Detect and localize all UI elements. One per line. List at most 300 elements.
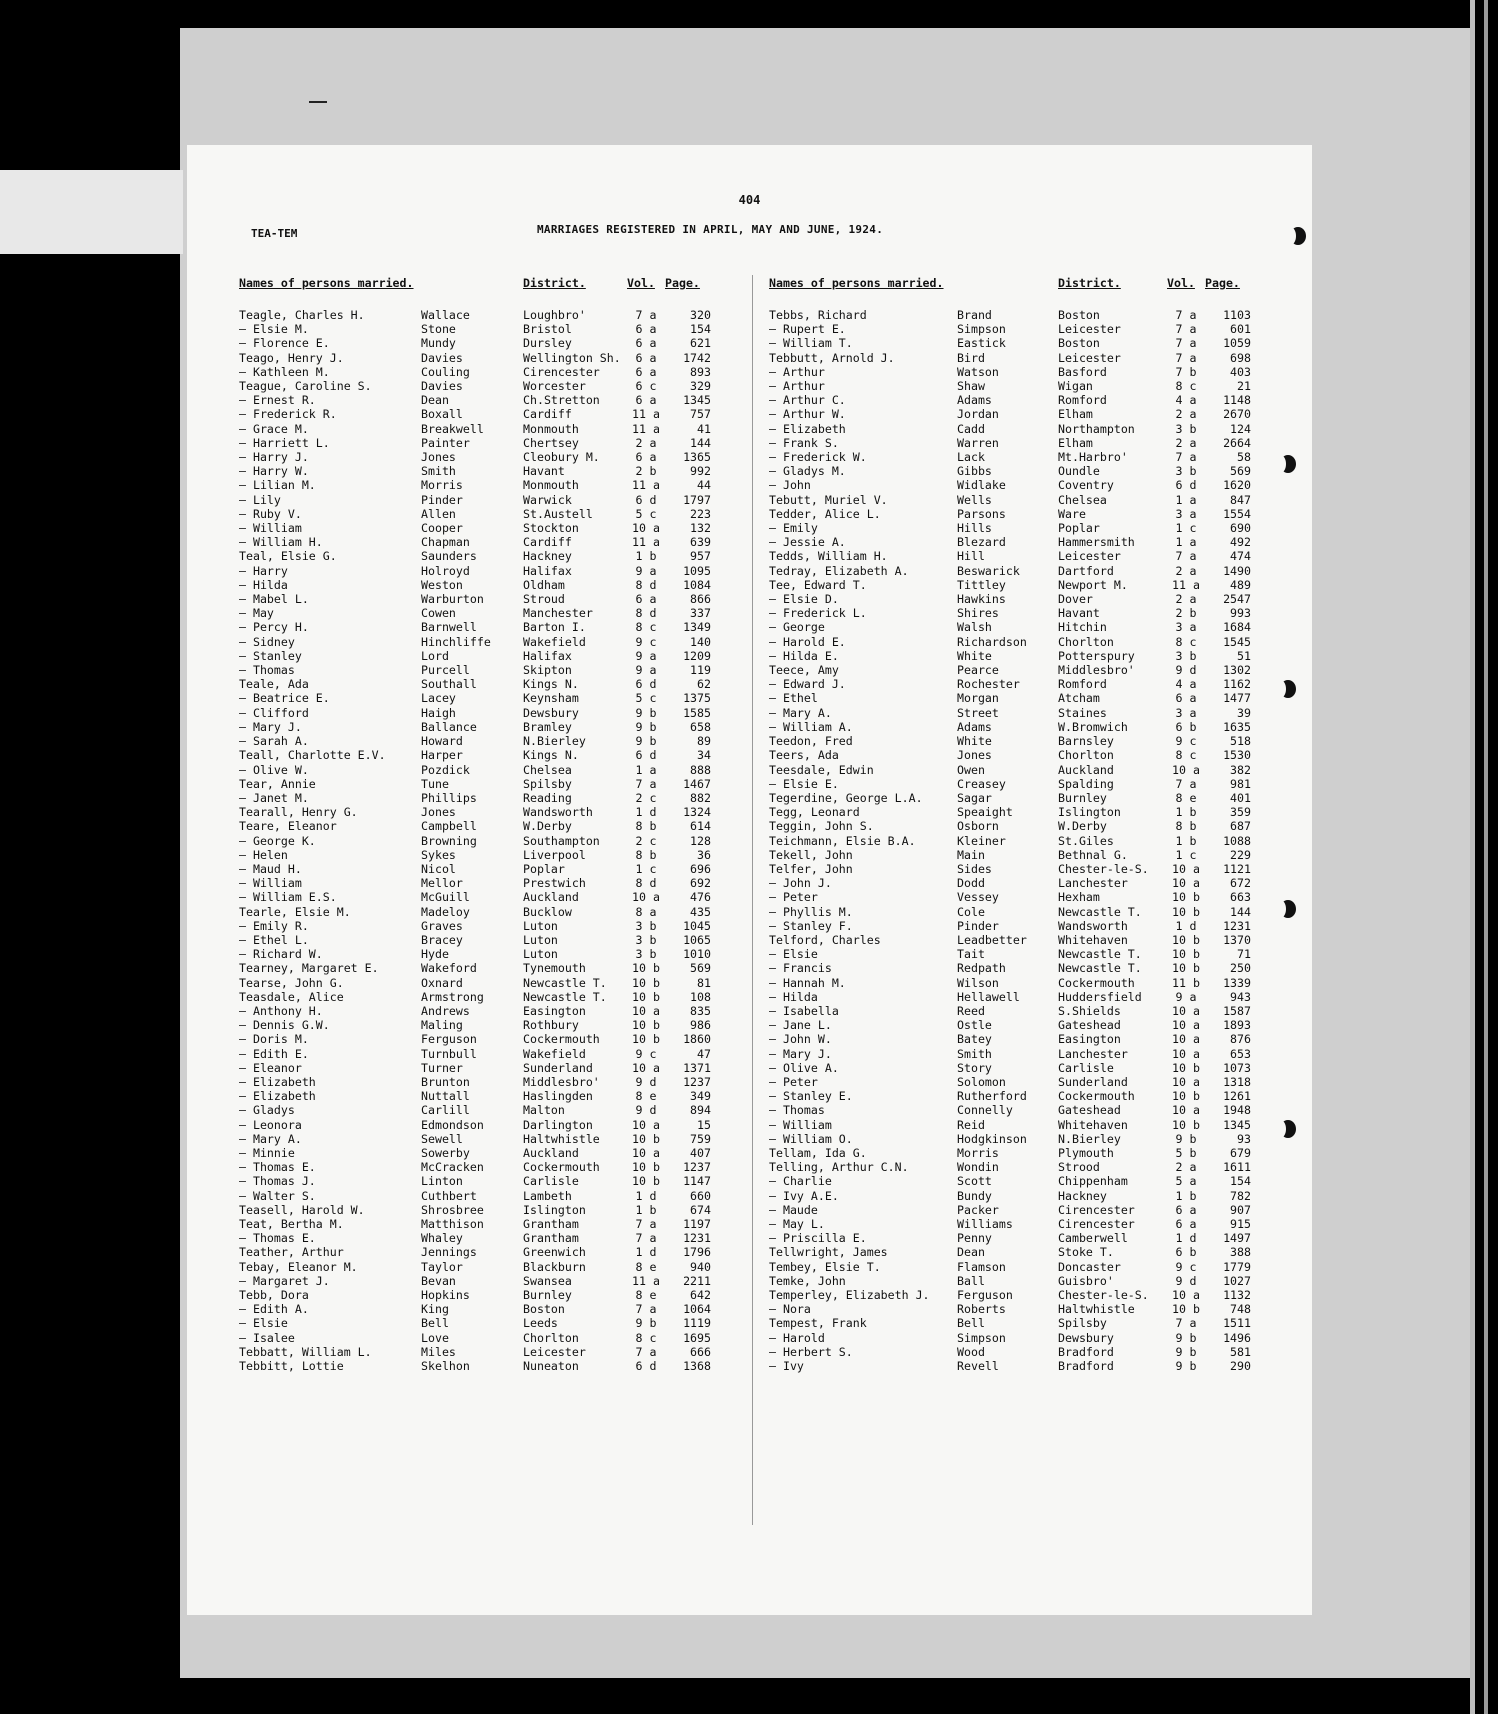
- entry-row: [239, 691, 711, 705]
- entry-name: — William: [239, 876, 302, 891]
- entry-spouse: Jordan: [957, 407, 999, 422]
- entry-spouse: Carlill: [421, 1103, 470, 1118]
- entry-district: Oldham: [523, 577, 565, 592]
- entry-vol: 6 d: [635, 1359, 657, 1374]
- entry-page: 250: [1230, 961, 1251, 976]
- entry-name: — Charlie: [769, 1174, 832, 1189]
- entry-spouse: Pinder: [421, 492, 463, 507]
- entry-vol: 10 a: [1172, 1032, 1200, 1047]
- entry-spouse: Turner: [421, 1060, 463, 1075]
- entry-spouse: Wells: [957, 492, 992, 507]
- entry-district: Greenwich: [523, 1245, 586, 1260]
- entry-spouse: Southall: [421, 677, 477, 692]
- entry-spouse: Ferguson: [957, 1288, 1013, 1303]
- entry-page: 128: [690, 833, 711, 848]
- entry-page: 1860: [683, 1032, 711, 1047]
- entry-district: Haltwhistle: [523, 1131, 600, 1146]
- entry-page: 290: [1230, 1359, 1251, 1374]
- entry-row: [239, 961, 711, 975]
- entry-spouse: Boxall: [421, 407, 463, 422]
- entry-district: Potterspury: [1058, 648, 1135, 663]
- entry-row: [769, 564, 1251, 578]
- entry-vol: 3 a: [1175, 705, 1197, 720]
- entry-vol: 10 b: [1172, 932, 1200, 947]
- entry-row: [239, 990, 711, 1004]
- entry-district: Loughbro': [523, 308, 586, 322]
- entry-row: [239, 791, 711, 805]
- entry-vol: 8 e: [635, 1089, 657, 1104]
- entry-district: Boston: [1058, 308, 1100, 322]
- entry-name: Temperley, Elizabeth J.: [769, 1288, 930, 1303]
- entry-vol: 10 b: [1172, 904, 1200, 919]
- entry-row: [239, 592, 711, 606]
- entry-vol: 11 a: [632, 1273, 660, 1288]
- entry-district: W.Bromwich: [1058, 719, 1128, 734]
- entry-page: 1095: [683, 563, 711, 578]
- entry-name: — Elsie: [239, 1316, 288, 1331]
- entry-row: [239, 379, 711, 393]
- entry-spouse: Simpson: [957, 322, 1006, 337]
- entry-vol: 10 b: [632, 975, 660, 990]
- entry-page: 1796: [683, 1245, 711, 1260]
- entry-name: — Hannah M.: [769, 975, 846, 990]
- entry-spouse: Pinder: [957, 918, 999, 933]
- entry-row: [769, 493, 1251, 507]
- entry-vol: 11 a: [632, 421, 660, 436]
- entry-name: — Thomas J.: [239, 1174, 316, 1189]
- entry-spouse: Wakeford: [421, 961, 477, 976]
- entry-row: [239, 365, 711, 379]
- entry-district: Easington: [1058, 1032, 1121, 1047]
- entry-row: [239, 1288, 711, 1302]
- entry-district: Poplar: [523, 861, 565, 876]
- entry-district: Doncaster: [1058, 1259, 1121, 1274]
- entry-vol: 1 b: [1175, 833, 1197, 848]
- entry-vol: 9 d: [635, 1074, 657, 1089]
- entry-district: Luton: [523, 918, 558, 933]
- entry-page: 229: [1230, 847, 1251, 862]
- entry-name: — Jane L.: [769, 1018, 832, 1033]
- entry-vol: 9 c: [635, 634, 657, 649]
- entry-row: [769, 947, 1251, 961]
- entry-name: — Herbert S.: [769, 1344, 853, 1359]
- entry-page: 140: [690, 634, 711, 649]
- entry-district: Middlesbro': [1058, 663, 1135, 678]
- entry-spouse: Gibbs: [957, 464, 992, 479]
- entry-name: — Hilda: [239, 577, 288, 592]
- entry-page: 58: [1237, 450, 1251, 465]
- entry-row: [769, 450, 1251, 464]
- entry-name: Teece, Amy: [769, 663, 839, 678]
- entry-district: Newcastle T.: [1058, 947, 1142, 962]
- entry-vol: 8 d: [635, 577, 657, 592]
- entry-name: Tedray, Elizabeth A.: [769, 563, 909, 578]
- entry-page: 692: [690, 876, 711, 891]
- entry-spouse: Main: [957, 847, 985, 862]
- entry-spouse: Haigh: [421, 705, 456, 720]
- entry-district: Newport M.: [1058, 577, 1128, 592]
- entry-spouse: King: [421, 1302, 449, 1317]
- entry-row: [769, 677, 1251, 691]
- entry-name: — Walter S.: [239, 1188, 316, 1203]
- entry-row: [239, 620, 711, 634]
- entry-district: Strood: [1058, 1160, 1100, 1175]
- entry-page: 993: [1230, 606, 1251, 621]
- entry-page: 518: [1230, 734, 1251, 749]
- entry-name: — Elsie D.: [769, 592, 839, 607]
- entry-page: 476: [690, 890, 711, 905]
- entry-name: Tebbs, Richard: [769, 308, 867, 322]
- entry-district: Romford: [1058, 393, 1107, 408]
- entry-district: Cardiff: [523, 535, 572, 550]
- entry-vol: 6 d: [1175, 478, 1197, 493]
- entry-page: 71: [1237, 947, 1251, 962]
- entry-spouse: Sagar: [957, 790, 992, 805]
- entry-district: Islington: [1058, 805, 1121, 820]
- entry-name: — Emily: [769, 521, 818, 536]
- entry-vol: 2 b: [635, 464, 657, 479]
- entry-name: — Harold E.: [769, 634, 846, 649]
- entry-name: Teall, Charlotte E.V.: [239, 748, 386, 763]
- entry-vol: 2 a: [1175, 435, 1197, 450]
- entry-district: Barnsley: [1058, 734, 1114, 749]
- entry-vol: 6 a: [635, 450, 657, 465]
- header-vol: Vol.: [1167, 276, 1195, 290]
- entry-vol: 7 a: [1175, 549, 1197, 564]
- entry-district: Guisbro': [1058, 1273, 1114, 1288]
- entry-vol: 6 a: [635, 336, 657, 351]
- entry-name: Tedds, William H.: [769, 549, 888, 564]
- entry-page: 1339: [1223, 975, 1251, 990]
- entry-row: [239, 407, 711, 421]
- entry-spouse: McCracken: [421, 1160, 484, 1175]
- entry-district: Cardiff: [523, 407, 572, 422]
- entry-vol: 1 a: [1175, 535, 1197, 550]
- entry-district: Elham: [1058, 435, 1093, 450]
- entry-name: — Arthur C.: [769, 393, 846, 408]
- entry-page: 81: [697, 975, 711, 990]
- entry-spouse: Matthison: [421, 1217, 484, 1231]
- entry-vol: 9 a: [1175, 989, 1197, 1004]
- entry-spouse: Maling: [421, 1018, 463, 1033]
- entry-district: Newcastle T.: [523, 989, 607, 1004]
- entry-row: [239, 1359, 711, 1373]
- entry-vol: 1 b: [635, 1202, 657, 1217]
- entry-vol: 8 d: [635, 876, 657, 891]
- entry-district: Lanchester: [1058, 1046, 1128, 1061]
- entry-row: [769, 1103, 1251, 1117]
- entry-district: Cirencester: [1058, 1202, 1135, 1217]
- entry-row: [769, 834, 1251, 848]
- entry-district: Bradford: [1058, 1359, 1114, 1374]
- entry-page: 1148: [1223, 393, 1251, 408]
- entry-row: [239, 1189, 711, 1203]
- entry-name: Tempest, Frank: [769, 1316, 867, 1331]
- entry-row: [239, 1075, 711, 1089]
- entry-page: 690: [1230, 521, 1251, 536]
- entry-vol: 8 c: [635, 620, 657, 635]
- entry-district: W.Derby: [1058, 819, 1107, 834]
- entry-spouse: Ostle: [957, 1018, 992, 1033]
- entry-district: Whitehaven: [1058, 1117, 1128, 1132]
- entry-page: 1511: [1223, 1316, 1251, 1331]
- entry-spouse: Redpath: [957, 961, 1006, 976]
- entry-vol: 10 a: [632, 1117, 660, 1132]
- entry-district: Boston: [1058, 336, 1100, 351]
- entry-name: — Francis: [769, 961, 832, 976]
- entry-row: [769, 308, 1251, 322]
- entry-spouse: Chapman: [421, 535, 470, 550]
- entry-name: — William: [769, 1117, 832, 1132]
- entry-vol: 9 c: [1175, 734, 1197, 749]
- entry-spouse: Nuttall: [421, 1089, 470, 1104]
- entry-row: [239, 1089, 711, 1103]
- entry-page: 108: [690, 989, 711, 1004]
- entry-vol: 3 b: [635, 918, 657, 933]
- entry-district: Hackney: [1058, 1188, 1107, 1203]
- right-column: [769, 276, 1251, 1373]
- entry-row: [769, 1047, 1251, 1061]
- entry-district: Cockermouth: [1058, 975, 1135, 990]
- entry-page: 1587: [1223, 1003, 1251, 1018]
- entry-spouse: Williams: [957, 1217, 1013, 1231]
- entry-row: [239, 1174, 711, 1188]
- entry-page: 757: [690, 407, 711, 422]
- entry-vol: 2 a: [1175, 563, 1197, 578]
- entry-page: 124: [1230, 421, 1251, 436]
- entry-spouse: Hopkins: [421, 1288, 470, 1303]
- entry-district: Bucklow: [523, 904, 572, 919]
- entry-district: Ware: [1058, 506, 1086, 521]
- entry-spouse: Cowen: [421, 606, 456, 621]
- entry-district: Skipton: [523, 663, 572, 678]
- entry-district: Luton: [523, 947, 558, 962]
- entry-spouse: Sowerby: [421, 1145, 470, 1160]
- entry-name: Tear, Annie: [239, 776, 316, 791]
- entry-page: 1084: [683, 577, 711, 592]
- entry-spouse: Connelly: [957, 1103, 1013, 1118]
- entry-district: Plymouth: [1058, 1145, 1114, 1160]
- entry-spouse: Warburton: [421, 592, 484, 607]
- entry-vol: 10 b: [1172, 947, 1200, 962]
- entry-vol: 10 a: [1172, 1103, 1200, 1118]
- entry-page: 492: [1230, 535, 1251, 550]
- entry-row: [769, 393, 1251, 407]
- entry-spouse: Shires: [957, 606, 999, 621]
- entry-page: 223: [690, 506, 711, 521]
- entry-name: — Ruby V.: [239, 506, 302, 521]
- entry-page: 1779: [1223, 1259, 1251, 1274]
- entry-name: — William T.: [769, 336, 853, 351]
- entry-row: [769, 933, 1251, 947]
- entry-name: Teather, Arthur: [239, 1245, 344, 1260]
- entry-row: [239, 1203, 711, 1217]
- entry-vol: 8 a: [635, 904, 657, 919]
- entry-district: Burnley: [1058, 790, 1107, 805]
- column-headers: [239, 276, 711, 290]
- entry-vol: 7 a: [1175, 322, 1197, 337]
- entry-row: [239, 1302, 711, 1316]
- entry-district: Gateshead: [1058, 1103, 1121, 1118]
- entry-spouse: Adams: [957, 719, 992, 734]
- entry-spouse: Cooper: [421, 521, 463, 536]
- entry-vol: 1 c: [1175, 847, 1197, 862]
- entry-district: Blackburn: [523, 1259, 586, 1274]
- entry-vol: 9 a: [635, 563, 657, 578]
- entry-spouse: Speaight: [957, 805, 1013, 820]
- entry-district: Reading: [523, 790, 572, 805]
- entry-name: — Priscilla E.: [769, 1231, 867, 1246]
- entry-name: — Olive W.: [239, 762, 309, 777]
- entry-row: [239, 748, 711, 762]
- entry-row: [239, 947, 711, 961]
- entry-row: [239, 1032, 711, 1046]
- entry-name: Tegg, Leonard: [769, 805, 860, 820]
- entry-vol: 10 b: [1172, 890, 1200, 905]
- entry-spouse: Smith: [421, 464, 456, 479]
- entry-spouse: Tittley: [957, 577, 1006, 592]
- entry-spouse: Watson: [957, 364, 999, 379]
- entry-vol: 6 b: [1175, 719, 1197, 734]
- entry-name: — Percy H.: [239, 620, 309, 635]
- entry-spouse: Tune: [421, 776, 449, 791]
- entry-name: — William E.S.: [239, 890, 337, 905]
- entry-vol: 10 b: [632, 1032, 660, 1047]
- entry-spouse: Sewell: [421, 1131, 463, 1146]
- entry-vol: 10 a: [1172, 762, 1200, 777]
- entry-district: Carlisle: [523, 1174, 579, 1189]
- entry-spouse: Love: [421, 1330, 449, 1345]
- entry-district: Lanchester: [1058, 876, 1128, 891]
- entry-page: 1477: [1223, 691, 1251, 706]
- entry-district: Wellington Sh.: [523, 350, 621, 365]
- entry-vol: 8 b: [1175, 819, 1197, 834]
- entry-vol: 10 b: [632, 1018, 660, 1033]
- entry-row: [769, 1118, 1251, 1132]
- punch-hole: [1290, 227, 1306, 245]
- entry-spouse: Solomon: [957, 1074, 1006, 1089]
- entry-vol: 11 b: [1172, 975, 1200, 990]
- entry-district: Wandsworth: [523, 805, 593, 820]
- entry-vol: 2 a: [635, 435, 657, 450]
- header-names: Names of persons married.: [239, 276, 414, 290]
- entry-page: 614: [690, 819, 711, 834]
- entry-vol: 10 b: [632, 1160, 660, 1175]
- entry-district: Cockermouth: [523, 1160, 600, 1175]
- entry-spouse: Morgan: [957, 691, 999, 706]
- entry-vol: 3 b: [635, 947, 657, 962]
- entry-name: — Jessie A.: [769, 535, 846, 550]
- entry-page: 435: [690, 904, 711, 919]
- entry-vol: 8 c: [1175, 379, 1197, 394]
- entry-district: Whitehaven: [1058, 932, 1128, 947]
- film-border-outer: [1484, 0, 1488, 1714]
- entry-row: [769, 1359, 1251, 1373]
- entry-district: Stockton: [523, 521, 579, 536]
- entry-vol: 9 b: [635, 1316, 657, 1331]
- entry-name: — Rupert E.: [769, 322, 846, 337]
- entry-district: Gateshead: [1058, 1018, 1121, 1033]
- entry-district: Elham: [1058, 407, 1093, 422]
- entry-row: [239, 677, 711, 691]
- entry-district: Southampton: [523, 833, 600, 848]
- entry-row: [769, 407, 1251, 421]
- entry-spouse: Story: [957, 1060, 992, 1075]
- entry-name: Teale, Ada: [239, 677, 309, 692]
- entry-spouse: Reid: [957, 1117, 985, 1132]
- entry-district: Spalding: [1058, 776, 1114, 791]
- entry-page: 144: [1230, 904, 1251, 919]
- entry-row: [769, 862, 1251, 876]
- entry-name: — Doris M.: [239, 1032, 309, 1047]
- entry-page: 1027: [1223, 1273, 1251, 1288]
- entry-vol: 7 a: [635, 776, 657, 791]
- entry-name: — Grace M.: [239, 421, 309, 436]
- entry-name: Teagle, Charles H.: [239, 308, 365, 322]
- entry-row: [769, 791, 1251, 805]
- entry-page: 1554: [1223, 506, 1251, 521]
- entry-spouse: Turnbull: [421, 1046, 477, 1061]
- entry-district: Wakefield: [523, 634, 586, 649]
- entry-page: 835: [690, 1003, 711, 1018]
- entry-name: Telling, Arthur C.N.: [769, 1160, 909, 1175]
- entry-name: — Maud H.: [239, 861, 302, 876]
- entry-name: — Mary A.: [769, 705, 832, 720]
- entry-name: Tearle, Elsie M.: [239, 904, 351, 919]
- entry-district: Chorlton: [523, 1330, 579, 1345]
- entry-name: — Stanley E.: [769, 1089, 853, 1104]
- entry-vol: 3 b: [1175, 421, 1197, 436]
- entry-vol: 7 a: [1175, 776, 1197, 791]
- entry-row: [769, 365, 1251, 379]
- entry-spouse: Harper: [421, 748, 463, 763]
- entry-page: 1045: [683, 918, 711, 933]
- entry-row: [769, 436, 1251, 450]
- entry-page: 382: [1230, 762, 1251, 777]
- entry-row: [769, 1075, 1251, 1089]
- entry-vol: 10 a: [632, 890, 660, 905]
- entry-district: Chorlton: [1058, 748, 1114, 763]
- entry-name: Teers, Ada: [769, 748, 839, 763]
- entry-row: [769, 1302, 1251, 1316]
- entry-spouse: Tait: [957, 947, 985, 962]
- entry-vol: 10 b: [632, 961, 660, 976]
- entry-vol: 9 b: [1175, 1359, 1197, 1374]
- entry-page: 388: [1230, 1245, 1251, 1260]
- entry-row: [239, 905, 711, 919]
- entry-spouse: Cuthbert: [421, 1188, 477, 1203]
- entry-district: Monmouth: [523, 421, 579, 436]
- entry-row: [239, 422, 711, 436]
- entry-district: Spilsby: [523, 776, 572, 791]
- entry-page: 1088: [1223, 833, 1251, 848]
- entry-district: Chertsey: [523, 435, 579, 450]
- entry-row: [769, 1288, 1251, 1302]
- entry-name: Tellam, Ida G.: [769, 1145, 867, 1160]
- entry-row: [769, 464, 1251, 478]
- entry-name: — Mary J.: [239, 719, 302, 734]
- entry-spouse: Edmondson: [421, 1117, 484, 1132]
- entry-name: — George: [769, 620, 825, 635]
- entry-spouse: Dean: [421, 393, 449, 408]
- entry-vol: 3 b: [635, 932, 657, 947]
- entry-page: 915: [1230, 1217, 1251, 1231]
- entry-name: — Arthur W.: [769, 407, 846, 422]
- entry-name: Tebbitt, Lottie: [239, 1359, 344, 1374]
- entry-district: Leicester: [1058, 322, 1121, 337]
- entry-district: Cirencester: [1058, 1217, 1135, 1231]
- entry-row: [239, 1345, 711, 1359]
